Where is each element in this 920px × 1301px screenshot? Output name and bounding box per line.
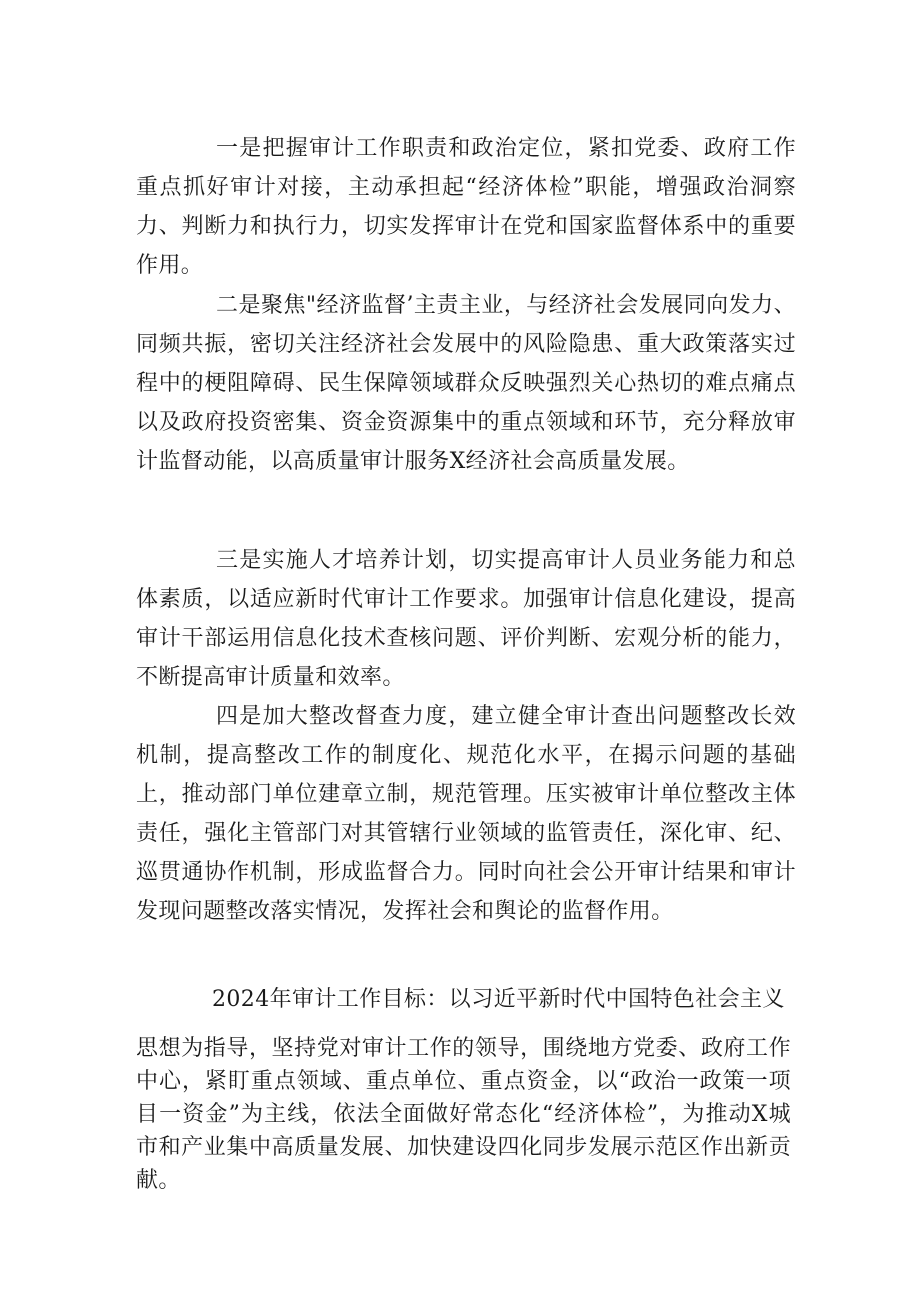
paragraph-4: 四是加大整改督查力度，建立健全审计查出问题整改长效机制，提高整改工作的制度化、规范化水平，在揭示问题的基础上，推动部门单位建章立制，规范管理。压实被审计单位整改主体责任，强化主管部门对其管辖行业领域的监管责任，深化审、纪、巡贯通协作机制，形成监督合力。同时向社会公开审计结果和审计发现问题整改落实情况，发挥社会和舆论的监督作用。 xyxy=(136,704,796,924)
paragraph-1: 一是把握审计工作职责和政治定位，紧扣党委、政府工作重点抓好审计对接，主动承担起“经济体检”职能，增强政治洞察力、判断力和执行力，切实发挥审计在党和国家监督体系中的重要作用。 xyxy=(136,136,796,278)
goal-heading: 2024年审计工作目标：以习近平新时代中国特色社会主义 xyxy=(212,987,785,1012)
paragraph-2: 二是聚焦"经济监督’主责主业，与经济社会发展同向发力、同频共振，密切关注经济社会发展中的风险隐患、重大政策落实过程中的梗阻障碍、民生保障领域群众反映强烈关心热切的难点痛点以及政府投资密集、资金资源集中的重点领域和环节，充分释放审计监督动能，以高质量审计服务X经济社会高质量发展。 xyxy=(136,293,796,474)
paragraph-3: 三是实施人才培养计划，切实提高审计人员业务能力和总体素质，以适应新时代审计工作要求。加强审计信息化建设，提高审计干部运用信息化技术查核问题、评价判断、宏观分析的能力，不断提高审计质量和效率。 xyxy=(136,548,796,690)
goal-body: 思想为指导，坚持党对审计工作的领导，围绕地方党委、政府工作中心，紧盯重点领域、重点单位、重点资金，以“政治一政策一项目一资金”为主线，依法全面做好常态化“经济体检”，为推动X城市和产业集中高质量发展、加快建设四化同步发展示范区作出新贡献。 xyxy=(136,1036,791,1193)
